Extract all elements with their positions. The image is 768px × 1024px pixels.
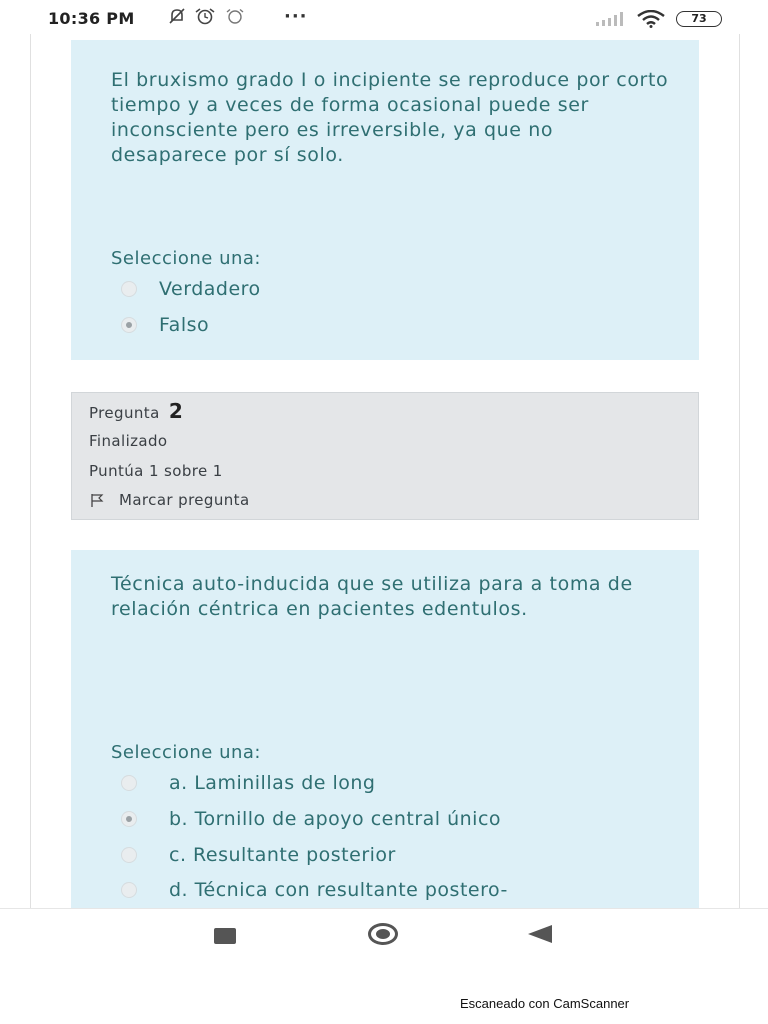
select-label: Seleccione una:: [111, 742, 261, 763]
battery-indicator: 73: [676, 11, 722, 27]
select-label: Seleccione una:: [111, 248, 261, 269]
radio-unchecked[interactable]: [121, 882, 137, 898]
question-text: Técnica auto-inducida que se utiliza para a toma de relación céntrica en pacientes edentulos.: [111, 573, 633, 620]
status-icons: [168, 7, 246, 30]
question-number-value: 2: [168, 399, 184, 423]
alarm-icon: [224, 7, 246, 30]
home-button[interactable]: [368, 923, 398, 945]
alarm-icon: [194, 7, 216, 30]
option-b[interactable]: [121, 808, 501, 830]
radio-unchecked[interactable]: [121, 281, 137, 297]
option-label: d. Técnica con resultante postero-: [169, 879, 508, 901]
option-label: c. Resultante posterior: [169, 844, 396, 866]
question-card-1: [71, 40, 699, 360]
signal-icon: [594, 12, 624, 26]
option-falso[interactable]: [121, 314, 209, 336]
option-a[interactable]: [121, 772, 376, 794]
question-number: [89, 399, 183, 423]
watermark: Escaneado con CamScanner: [460, 996, 630, 1011]
back-button[interactable]: [528, 925, 552, 943]
question-info: [71, 392, 699, 520]
question-card-2: [71, 550, 699, 910]
option-label: Falso: [159, 314, 210, 336]
option-label: a. Laminillas de long: [169, 772, 376, 794]
radio-checked[interactable]: [121, 317, 137, 333]
status-bar: [0, 0, 768, 34]
option-label: b. Tornillo de apoyo central único: [169, 808, 502, 830]
option-verdadero[interactable]: [121, 278, 261, 300]
question-score: Puntúa 1 sobre 1: [89, 462, 223, 480]
quiz-page: [30, 34, 740, 908]
question-word: Pregunta: [89, 404, 160, 422]
radio-unchecked[interactable]: [121, 775, 137, 791]
recents-button[interactable]: [214, 928, 236, 944]
status-time: 10:36 PM: [48, 9, 135, 28]
flag-label: Marcar pregunta: [119, 491, 250, 509]
option-label: Verdadero: [159, 278, 261, 300]
option-d[interactable]: [121, 879, 508, 901]
question-state: Finalizado: [89, 432, 168, 450]
option-c[interactable]: [121, 844, 396, 866]
radio-unchecked[interactable]: [121, 847, 137, 863]
more-icon: ···: [284, 6, 308, 27]
flag-icon: [89, 492, 105, 508]
radio-checked[interactable]: [121, 811, 137, 827]
flag-question-link[interactable]: [89, 491, 250, 509]
mute-icon: [168, 7, 186, 30]
wifi-icon: [636, 10, 666, 28]
question-text: El bruxismo grado I o incipiente se reproduce por corto tiempo y a veces de forma ocasional puede ser inconsciente pero es irreversible, ya que no desaparece por sí solo.: [111, 69, 669, 166]
navigation-bar: [0, 908, 768, 965]
